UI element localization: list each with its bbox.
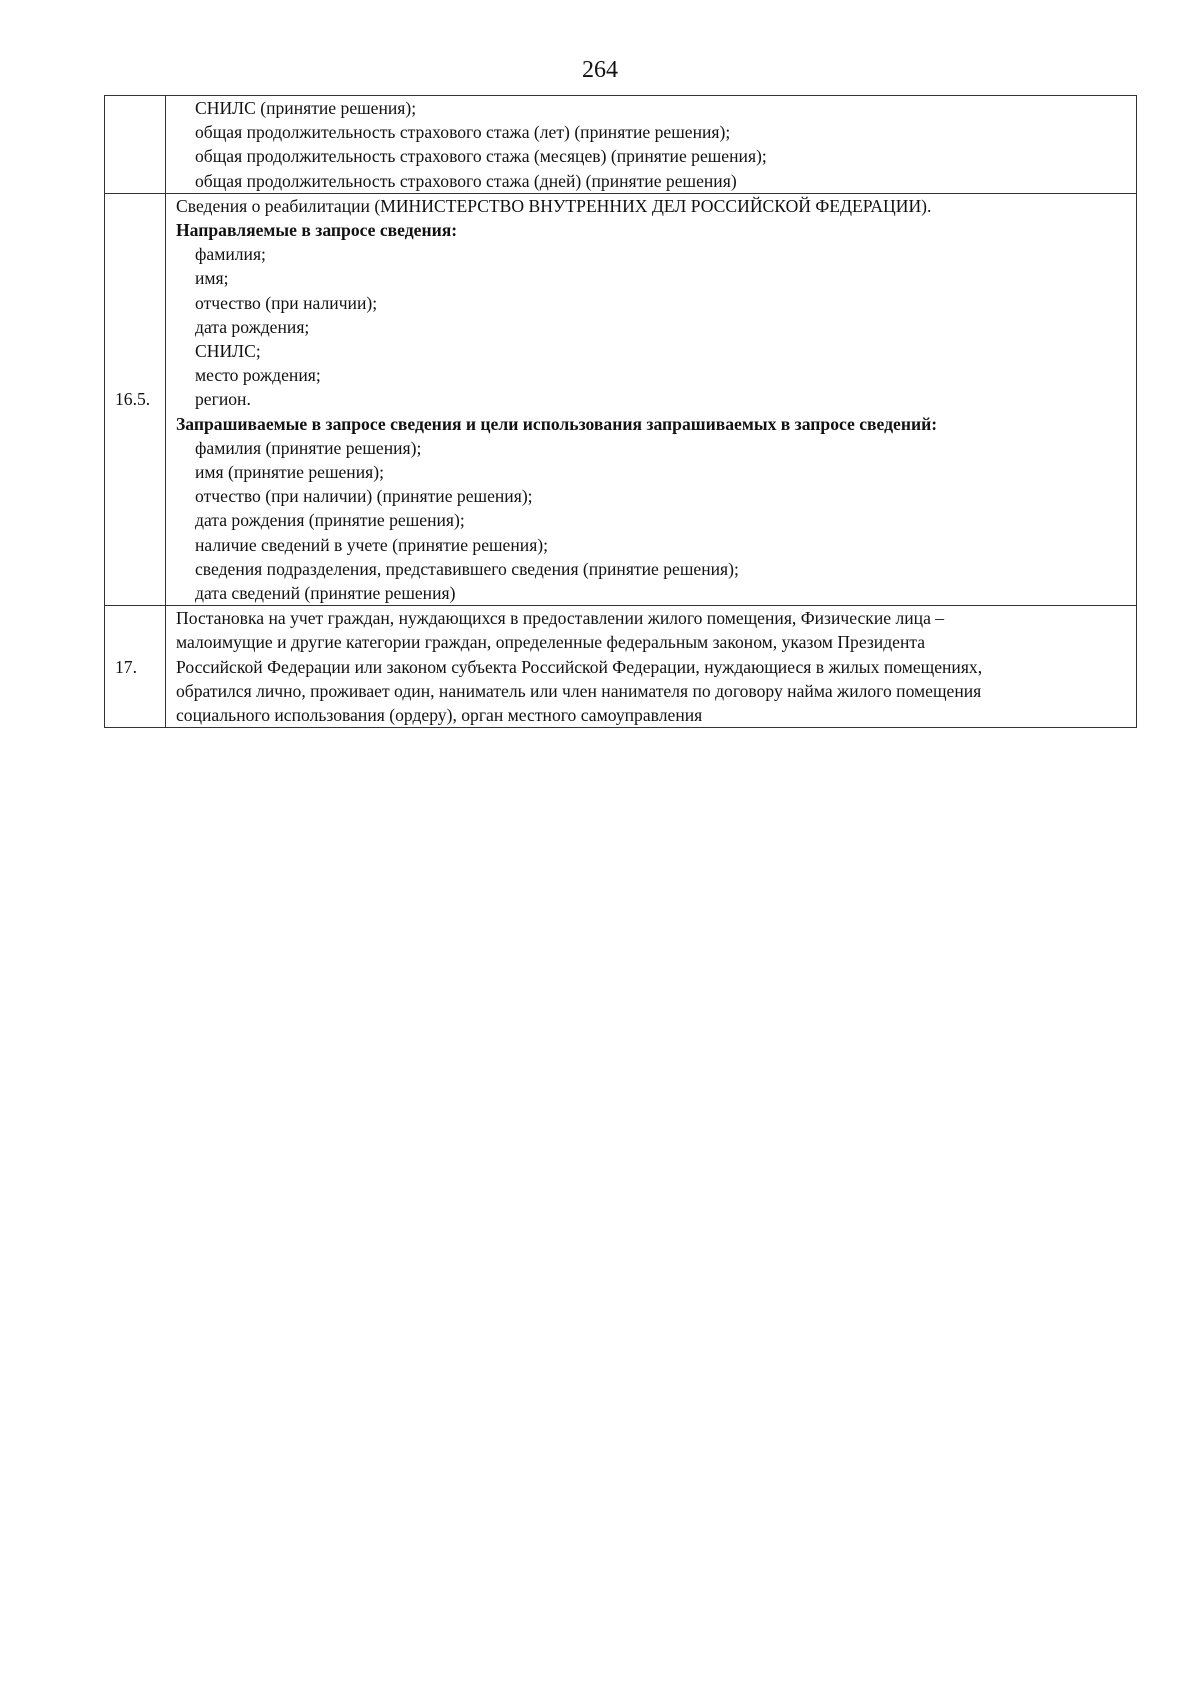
requested-fields-title: Запрашиваемые в запросе сведения и цели использования запрашиваемых в запросе сведений: <box>176 413 938 434</box>
list-item: фамилия (принятие решения); <box>195 437 422 458</box>
list-item: отчество (при наличии) (принятие решения); <box>195 486 533 507</box>
page-number: 264 <box>582 57 618 83</box>
table-row <box>105 193 1137 605</box>
list-item: сведения подразделения, представившего сведения (принятие решения); <box>195 558 739 579</box>
list-item: фамилия; <box>195 244 266 265</box>
paragraph-line: социального использования (ордеру), орган местного самоуправления <box>176 705 703 726</box>
list-item: дата сведений (принятие решения) <box>195 583 456 604</box>
row-number-cell: 16.5. <box>105 193 166 605</box>
list-item: место рождения; <box>195 365 321 386</box>
row-number-cell: 17. <box>105 606 166 728</box>
paragraph-line: малоимущие и другие категории граждан, определенные федеральным законом, указом Президента <box>176 632 926 653</box>
list-item: СНИЛС; <box>195 341 261 362</box>
sent-fields-title: Направляемые в запросе сведения: <box>176 220 458 241</box>
list-item: общая продолжительность страхового стажа (дней) (принятие решения) <box>195 170 737 191</box>
list-item: наличие сведений в учете (принятие решения); <box>195 534 549 555</box>
list-item: СНИЛС (принятие решения); <box>195 98 417 118</box>
table-row <box>105 96 1137 194</box>
row-content-cell <box>166 193 1137 605</box>
list-item: дата рождения; <box>195 316 310 337</box>
paragraph-line: обратился лично, проживает один, наниматель или член нанимателя по договору найма жилого помещения <box>176 680 982 701</box>
paragraph-line: Постановка на учет граждан, нуждающихся в предоставлении жилого помещения, Физические лица – <box>176 608 945 629</box>
paragraph-line: Российской Федерации или законом субъекта Российской Федерации, нуждающиеся в жилых помещениях, <box>176 656 983 677</box>
list-item: отчество (при наличии); <box>195 292 378 313</box>
row-content-cell <box>166 606 1137 728</box>
table-row <box>105 606 1137 728</box>
list-item: регион. <box>195 389 251 410</box>
list-item: общая продолжительность страхового стажа (месяцев) (принятие решения); <box>195 146 767 167</box>
document-table <box>104 95 1137 728</box>
list-item: дата рождения (принятие решения); <box>195 510 465 531</box>
list-item: имя (принятие решения); <box>195 462 384 483</box>
row-content-cell <box>166 96 1137 194</box>
section-heading: Сведения о реабилитации (МИНИСТЕРСТВО ВНУТРЕННИХ ДЕЛ РОССИЙСКОЙ ФЕДЕРАЦИИ). <box>176 195 932 216</box>
list-item: имя; <box>195 268 229 289</box>
row-number-cell <box>105 96 166 194</box>
list-item: общая продолжительность страхового стажа (лет) (принятие решения); <box>195 122 731 143</box>
